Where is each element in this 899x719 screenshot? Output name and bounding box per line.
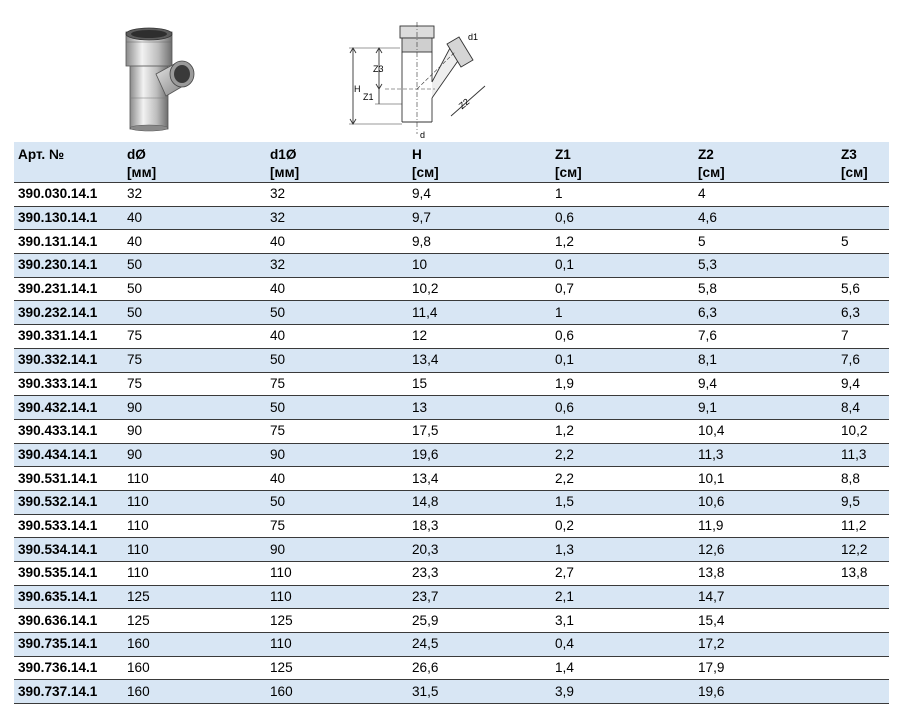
- table-cell: 5,3: [694, 254, 837, 278]
- table-cell: 40: [266, 277, 408, 301]
- table-cell: 1: [551, 183, 694, 207]
- table-cell: 90: [123, 419, 266, 443]
- article-number-cell: 390.434.14.1: [14, 443, 123, 467]
- table-cell: 8,8: [837, 467, 889, 491]
- article-number-cell: 390.432.14.1: [14, 396, 123, 420]
- table-cell: 1,3: [551, 538, 694, 562]
- table-cell: 9,4: [408, 183, 551, 207]
- article-number-cell: 390.533.14.1: [14, 514, 123, 538]
- table-cell: 8,1: [694, 348, 837, 372]
- column-header-unit: [см]: [412, 165, 439, 180]
- label-z3: Z3: [373, 64, 384, 74]
- table-row: [14, 301, 889, 325]
- column-header-label: Z2: [698, 147, 714, 162]
- table-cell: 50: [266, 301, 408, 325]
- table-cell: [837, 183, 889, 207]
- table-cell: 10,1: [694, 467, 837, 491]
- table-cell: 4,6: [694, 206, 837, 230]
- table-row: [14, 183, 889, 207]
- table-row: [14, 562, 889, 586]
- table-cell: 75: [266, 514, 408, 538]
- table-cell: 1,4: [551, 656, 694, 680]
- table-cell: 50: [266, 348, 408, 372]
- label-h: H: [354, 84, 361, 94]
- column-header-label: d1Ø: [270, 147, 297, 162]
- table-cell: 14,8: [408, 490, 551, 514]
- table-body: [14, 183, 889, 704]
- table-cell: 2,1: [551, 585, 694, 609]
- column-header-unit: [см]: [841, 165, 868, 180]
- table-cell: 50: [123, 254, 266, 278]
- table-cell: 110: [123, 562, 266, 586]
- column-header-unit: [мм]: [270, 165, 300, 180]
- table-cell: 125: [123, 585, 266, 609]
- article-number-cell: 390.433.14.1: [14, 419, 123, 443]
- table-cell: 160: [123, 680, 266, 704]
- label-d: d: [420, 130, 426, 140]
- table-cell: 18,3: [408, 514, 551, 538]
- table-cell: 10,2: [408, 277, 551, 301]
- table-cell: 1,9: [551, 372, 694, 396]
- table-cell: 9,7: [408, 206, 551, 230]
- table-cell: [837, 206, 889, 230]
- table-row: [14, 514, 889, 538]
- tee-dimension-scheme: [345, 22, 495, 142]
- article-number-cell: 390.534.14.1: [14, 538, 123, 562]
- column-header: [408, 142, 551, 183]
- table-row: [14, 633, 889, 657]
- table-cell: 17,2: [694, 633, 837, 657]
- table-cell: 23,3: [408, 562, 551, 586]
- table-cell: 90: [123, 396, 266, 420]
- table-cell: 1: [551, 301, 694, 325]
- table-cell: 1,5: [551, 490, 694, 514]
- table-cell: 75: [123, 372, 266, 396]
- table-cell: 24,5: [408, 633, 551, 657]
- table-cell: 17,9: [694, 656, 837, 680]
- table-cell: 5,8: [694, 277, 837, 301]
- column-header: [551, 142, 694, 183]
- column-header-label: H: [412, 147, 422, 162]
- table-cell: 13,4: [408, 467, 551, 491]
- table-row: [14, 396, 889, 420]
- table-header-row: [14, 142, 889, 183]
- table-row: [14, 680, 889, 704]
- table-cell: 40: [123, 206, 266, 230]
- article-number-cell: 390.130.14.1: [14, 206, 123, 230]
- table-cell: 11,2: [837, 514, 889, 538]
- table-cell: 90: [266, 538, 408, 562]
- article-number-cell: 390.636.14.1: [14, 609, 123, 633]
- table-cell: 6,3: [694, 301, 837, 325]
- table-cell: 110: [123, 467, 266, 491]
- table-row: [14, 609, 889, 633]
- table-cell: 31,5: [408, 680, 551, 704]
- table-row: [14, 443, 889, 467]
- table-cell: 4: [694, 183, 837, 207]
- table-row: [14, 372, 889, 396]
- table-cell: 3,9: [551, 680, 694, 704]
- table-cell: 160: [266, 680, 408, 704]
- table-cell: 9,8: [408, 230, 551, 254]
- table-cell: 20,3: [408, 538, 551, 562]
- column-header: [266, 142, 408, 183]
- table-cell: 2,2: [551, 467, 694, 491]
- table-cell: 15: [408, 372, 551, 396]
- table-cell: 0,6: [551, 325, 694, 349]
- table-cell: 125: [266, 656, 408, 680]
- table-cell: 10,4: [694, 419, 837, 443]
- table-row: [14, 325, 889, 349]
- column-header-label: dØ: [127, 147, 146, 162]
- table-cell: 110: [266, 633, 408, 657]
- table-cell: 75: [123, 325, 266, 349]
- column-header: [123, 142, 266, 183]
- column-header-label: Z1: [555, 147, 571, 162]
- table-row: [14, 206, 889, 230]
- article-number-cell: 390.230.14.1: [14, 254, 123, 278]
- table-cell: 0,2: [551, 514, 694, 538]
- table-cell: 11,4: [408, 301, 551, 325]
- table-cell: 50: [123, 301, 266, 325]
- table-cell: 11,9: [694, 514, 837, 538]
- table-cell: 7: [837, 325, 889, 349]
- label-z2: Z2: [456, 96, 472, 111]
- table-cell: 17,5: [408, 419, 551, 443]
- table-cell: 32: [266, 254, 408, 278]
- table-cell: 40: [123, 230, 266, 254]
- table-cell: 3,1: [551, 609, 694, 633]
- table-row: [14, 490, 889, 514]
- table-row: [14, 467, 889, 491]
- table-cell: 11,3: [837, 443, 889, 467]
- table-cell: 2,7: [551, 562, 694, 586]
- table-cell: 32: [266, 183, 408, 207]
- table-cell: 50: [266, 396, 408, 420]
- table-cell: 32: [266, 206, 408, 230]
- table-cell: 1,2: [551, 230, 694, 254]
- table-cell: 25,9: [408, 609, 551, 633]
- table-cell: [837, 585, 889, 609]
- table-cell: 110: [266, 562, 408, 586]
- table-cell: 50: [123, 277, 266, 301]
- table-cell: [837, 656, 889, 680]
- column-header-unit: [см]: [698, 165, 725, 180]
- table-cell: 12,6: [694, 538, 837, 562]
- column-header-label: Арт. №: [18, 147, 65, 162]
- table-cell: [837, 633, 889, 657]
- table-cell: 110: [123, 514, 266, 538]
- table-cell: 11,3: [694, 443, 837, 467]
- table-cell: 40: [266, 230, 408, 254]
- table-cell: 0,7: [551, 277, 694, 301]
- tee-fitting-image: [112, 22, 197, 132]
- table-cell: 75: [266, 419, 408, 443]
- article-number-cell: 390.736.14.1: [14, 656, 123, 680]
- table-row: [14, 277, 889, 301]
- table-cell: 0,6: [551, 396, 694, 420]
- table-row: [14, 348, 889, 372]
- product-drawings: [0, 0, 899, 142]
- article-number-cell: 390.635.14.1: [14, 585, 123, 609]
- table-cell: [837, 609, 889, 633]
- table-cell: 7,6: [694, 325, 837, 349]
- table-cell: 0,6: [551, 206, 694, 230]
- article-number-cell: 390.131.14.1: [14, 230, 123, 254]
- article-number-cell: 390.331.14.1: [14, 325, 123, 349]
- table-cell: 6,3: [837, 301, 889, 325]
- table-cell: 2,2: [551, 443, 694, 467]
- table-cell: 23,7: [408, 585, 551, 609]
- table-cell: 26,6: [408, 656, 551, 680]
- table-cell: 110: [123, 538, 266, 562]
- table-cell: 19,6: [408, 443, 551, 467]
- column-header: [837, 142, 889, 183]
- column-header: [14, 142, 123, 183]
- table-cell: 50: [266, 490, 408, 514]
- column-header-unit: [см]: [555, 165, 582, 180]
- table-cell: 125: [266, 609, 408, 633]
- table-cell: 9,5: [837, 490, 889, 514]
- dimensions-table: [14, 142, 889, 704]
- table-cell: 12: [408, 325, 551, 349]
- table-cell: 125: [123, 609, 266, 633]
- article-number-cell: 390.232.14.1: [14, 301, 123, 325]
- article-number-cell: 390.735.14.1: [14, 633, 123, 657]
- article-number-cell: 390.535.14.1: [14, 562, 123, 586]
- table-cell: 12,2: [837, 538, 889, 562]
- table-cell: 13,4: [408, 348, 551, 372]
- table-cell: 15,4: [694, 609, 837, 633]
- article-number-cell: 390.332.14.1: [14, 348, 123, 372]
- table-cell: 1,2: [551, 419, 694, 443]
- table-cell: 10,2: [837, 419, 889, 443]
- table-cell: 110: [123, 490, 266, 514]
- table-cell: 5: [694, 230, 837, 254]
- table-cell: 40: [266, 467, 408, 491]
- table-cell: 75: [123, 348, 266, 372]
- column-header-unit: [мм]: [127, 165, 157, 180]
- table-cell: 0,4: [551, 633, 694, 657]
- column-header-label: Z3: [841, 147, 857, 162]
- table-cell: 90: [266, 443, 408, 467]
- label-d1: d1: [468, 32, 479, 42]
- column-header: [694, 142, 837, 183]
- table-cell: 75: [266, 372, 408, 396]
- table-cell: 13,8: [694, 562, 837, 586]
- table-cell: 32: [123, 183, 266, 207]
- table-cell: 110: [266, 585, 408, 609]
- table-row: [14, 419, 889, 443]
- table-cell: 8,4: [837, 396, 889, 420]
- article-number-cell: 390.531.14.1: [14, 467, 123, 491]
- table-cell: 5: [837, 230, 889, 254]
- table-cell: 160: [123, 633, 266, 657]
- table-cell: 13,8: [837, 562, 889, 586]
- table-cell: 5,6: [837, 277, 889, 301]
- table-cell: [837, 254, 889, 278]
- table-cell: 10: [408, 254, 551, 278]
- table-cell: 0,1: [551, 254, 694, 278]
- article-number-cell: 390.333.14.1: [14, 372, 123, 396]
- table-cell: 9,4: [837, 372, 889, 396]
- table-cell: 90: [123, 443, 266, 467]
- table-row: [14, 230, 889, 254]
- article-number-cell: 390.231.14.1: [14, 277, 123, 301]
- table-cell: 10,6: [694, 490, 837, 514]
- table-cell: 0,1: [551, 348, 694, 372]
- table-cell: 160: [123, 656, 266, 680]
- article-number-cell: 390.532.14.1: [14, 490, 123, 514]
- table-cell: [837, 680, 889, 704]
- table-cell: 14,7: [694, 585, 837, 609]
- article-number-cell: 390.030.14.1: [14, 183, 123, 207]
- table-cell: 7,6: [837, 348, 889, 372]
- table-row: [14, 585, 889, 609]
- table-row: [14, 538, 889, 562]
- table-cell: 19,6: [694, 680, 837, 704]
- article-number-cell: 390.737.14.1: [14, 680, 123, 704]
- table-cell: 9,4: [694, 372, 837, 396]
- table-cell: 9,1: [694, 396, 837, 420]
- table-cell: 13: [408, 396, 551, 420]
- table-row: [14, 254, 889, 278]
- label-z1: Z1: [363, 92, 374, 102]
- table-row: [14, 656, 889, 680]
- table-cell: 40: [266, 325, 408, 349]
